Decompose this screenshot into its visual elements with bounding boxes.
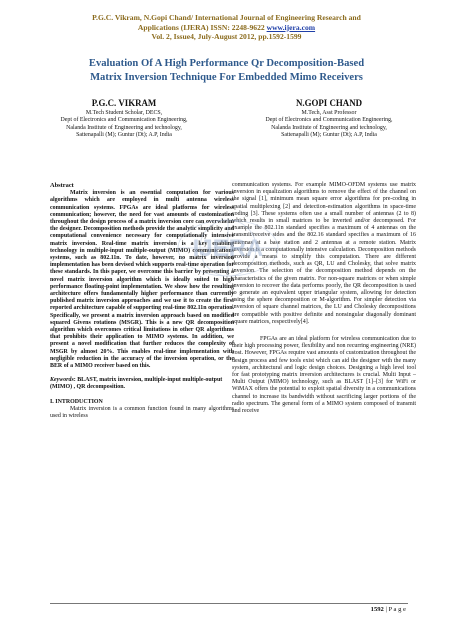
author-name: P.G.C. VIKRAM — [91, 98, 157, 108]
journal-website-link[interactable]: www.ijera.com — [266, 22, 316, 32]
author-role: M.Tech Student Scholar, DECS, — [85, 110, 163, 116]
author-dept: Dept of Electronics and Communication Engineering, — [265, 117, 393, 124]
author-address: Sattenapalli (M); Guntur (Dt); A.P, India — [281, 132, 377, 139]
author-institute: Nalanda Institute of Engineering and technology, — [66, 124, 182, 131]
header-line-1: P.G.C. Vikram, N.Gopi Chand/ International Journal of Engineering Research and — [92, 13, 361, 22]
author-institute: Nalanda Institute of Engineering and technology, — [271, 124, 387, 131]
page-word: P a g e — [388, 606, 406, 613]
keywords-text: : BLAST, matrix inversion, multiple-input multiple-output (MIMO) , QR decomposition. — [50, 377, 223, 391]
title-line-2: Matrix Inversion Technique For Embedded Mimo Receivers — [90, 71, 363, 83]
page-number — [371, 606, 406, 613]
section-heading-introduction: I. INTRODUCTION — [50, 398, 103, 405]
body-paragraph-2: FPGAs are an ideal platform for wireless communication due to their high processing power, flexibility and non recurring engineering (NRE) cost. However, FPGAs require vast amounts of customization throughout the design process and few tools exist which can aid the designer with the many system, architectural and logic design choices. Designing a high level tool for fast prototyping matrix inversion architectures is crucial. Multi Input – Multi Output (MIMO) technology, such as BLAST [1]–[3] for WiFi or WiMAX offers the potential to exploit spatial diversity in a communications channel to increase its bandwidth without sacrificing larger portions of the radio spectrum. The general form of a MIMO system composed of transmit and receive — [232, 336, 416, 415]
header-line-2 — [40, 23, 413, 33]
page-number-value: 1592 — [370, 606, 384, 613]
body-paragraph-1: communication systems. For example MIMO-OFDM systems use matrix inversion in equalization algorithms to remove the effect of the channel on the signal [1], minimum mean square error algorithms for pre-coding in spatial multiplexing [2] and detection-estimation algorithms in space-time coding [3]. These systems often use a small number of antennas (2 to 8) which results in small matrices to be inverted and/or decomposed. For example the 802.11n standard specifies a maximum of 4 antennas on the transmit/receive sides and the 802.16 standard specifies a maximum of 16 antennas at a base station and 2 antennas at a remote station. Matrix inversion is a computationally intensive calculation. Decomposition methods provide a means to simplify this computation. There are different decomposition methods, such as QR, LU and Cholesky, that solve matrix inversion. The selection of the decomposition method depends on the characteristics of the given matrix. For non-square matrices or when simple inversion to recover the data performs poorly, the QR decomposition is used to generate an equivalent upper triangular system, allowing for detection using the sphere decomposition or M-algorithm. For simpler detection via inversion of square channel matrices, the LU and Cholesky decompositions are compatible with positive definite and nonsingular diagonally dominant square matrices, respectively[4]. — [232, 182, 416, 325]
keywords — [50, 377, 234, 391]
author-dept: Dept of Electronics and Communication Engineering, — [60, 117, 188, 124]
journal-header — [40, 13, 413, 42]
author-block-2 — [245, 97, 413, 140]
keywords-label: Keywords — [50, 377, 74, 384]
header-issn: Applications (IJERA) ISSN: 2248-9622 — [137, 22, 265, 32]
author-name: N.GOPI CHAND — [295, 98, 363, 108]
author-address: Sattenapalli (M); Guntur (Dt); A.P, India — [76, 132, 172, 139]
author-role: M.Tech, Asst Professor — [301, 110, 357, 116]
watermark-text: IJERA — [192, 235, 264, 262]
abstract-body: Matrix inversion is an essential computation for various algorithms which are employed in multi antenna wireless communication systems. FPGAs are ideal platforms for wireless communication; however, the need for vast amounts of customization throughout the design process of a matrix inversion core can overwhelm the designer. Decomposition methods provide the analytic simplicity and computational convenience necessary for computationally intensive matrix inversion. Real-time matrix inversion is a key enabling technology in multiple-input multiple-output (MIMO) communications systems, such as 802.11n. To date, however, no matrix inversion implementation has been devised which supports real-time operation for these standards. In this paper, we overcome this barrier by presenting a novel matrix inversion algorithm which is ideally suited to high performance floating-point implementation. We show how the resulting architecture offers fundamentally higher performance than currently published matrix inversion approaches and we use it to create the first reported architecture capable of supporting real-time 802.11n operation. Specifically, we present a matrix inversion approach based on modified squared Givens rotations (MSGR). This is a new QR decomposition algorithm which overcomes critical limitations in other QR algorithms that prohibits their application to MIMO systems. In addition, we present a novel modification that further reduces the complexity of MSGR by almost 20%. This enables real-time implementation with negligible reduction in the accuracy of the inversion operation, or the BER of a MIMO receiver based on this. — [50, 190, 234, 370]
header-line-3: Vol. 2, Issue4, July-August 2012, pp.1592-1599 — [151, 32, 302, 42]
ijera-watermark-logo — [173, 210, 283, 280]
footer-rule — [50, 603, 408, 604]
paper-title — [40, 57, 413, 84]
author-block-1 — [40, 97, 208, 140]
introduction-text: Matrix inversion is a common function found in many algorithms used in wireless — [50, 405, 234, 420]
abstract-heading: Abstract — [50, 182, 74, 189]
page-number-separator: | — [383, 606, 389, 613]
title-line-1: Evaluation Of A High Performance Qr Decomposition-Based — [88, 58, 365, 69]
